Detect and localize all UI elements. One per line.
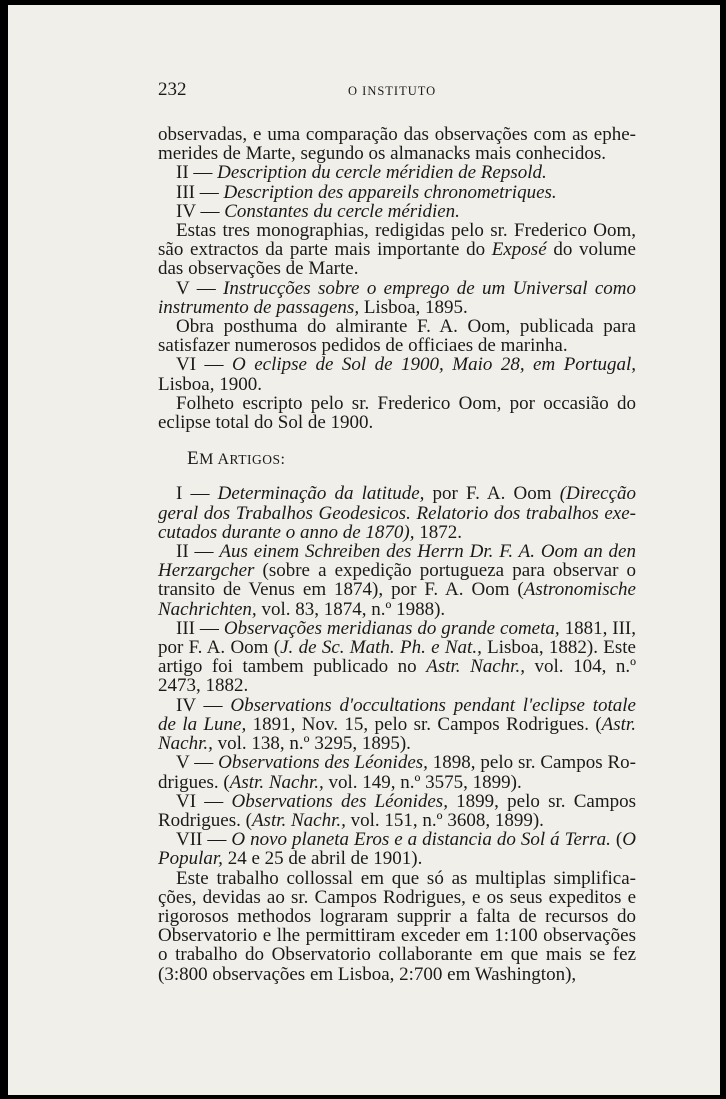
monograph-item xyxy=(158,202,636,221)
text-run: Lisboa, 1882). Este artigo foi tambem publicado no xyxy=(158,637,636,678)
italic-text: Astr. Nachr., xyxy=(426,656,525,678)
item-number: III — xyxy=(176,617,224,639)
item-title: Determinação da latitude, xyxy=(217,483,425,505)
text-run: Estas tres monographias, redigidas pelo sr. Frederico Oom, são extractos da parte mais importante do xyxy=(158,220,636,261)
item-number: II — xyxy=(176,541,220,563)
text-run: 1872. xyxy=(414,521,462,543)
italic-text: Astronomische Nachrichten, xyxy=(158,579,636,620)
item-title: Instrucções sobre o emprego de um Universal como instrumento de passagens, xyxy=(158,277,636,318)
book-page xyxy=(8,5,720,1095)
item-number: V — xyxy=(176,752,219,774)
item-title: Observations des Léonides, xyxy=(218,752,428,774)
paragraph: observadas, e uma comparação das observações com as ephemerides de Marte, segundo os almanacks mais conhecidos. xyxy=(158,124,636,165)
italic-text: Astr. Nachr., xyxy=(158,713,636,755)
italic-text: O Popular, xyxy=(158,829,636,870)
text-run: vol. 138, n.º 3295, 1895). xyxy=(212,733,411,755)
italic-text: (Direcção geral dos Trabalhos Geodesicos. Relatorio dos trabalhos executados durante o anno de 1870), xyxy=(158,483,637,543)
item-title: O eclipse de Sol de 1900, Maio 28, em Portugal, xyxy=(232,354,636,376)
article-item xyxy=(158,792,636,830)
item-number: III — xyxy=(176,181,224,203)
running-title: O INSTITUTO xyxy=(348,84,437,98)
text-run: vol. 151, n.º 3608, 1899). xyxy=(345,809,544,831)
text-run: Lisboa, 1900. xyxy=(158,373,262,395)
monograph-item xyxy=(158,279,636,317)
text-run: 1899, pelo sr. Campos Rodrigues. ( xyxy=(158,790,636,831)
italic-text: Astr. Nachr., xyxy=(229,771,324,793)
page-header xyxy=(158,79,638,103)
italic-text: J. de Sc. Math. Ph. e Nat., xyxy=(280,637,482,659)
item-title: Constantes du cercle méridien. xyxy=(224,200,460,222)
article-item xyxy=(158,696,636,754)
text-run: 1898, pelo sr. Campos Rodrigues. ( xyxy=(158,752,636,793)
text-run: por F. A. Oom xyxy=(424,483,560,505)
text-run: vol. 83, 1874, n.º 1988). xyxy=(256,598,446,620)
item-title: Observations d'occultations pendant l'eclipse totale de la Lune, xyxy=(158,694,636,735)
paragraph: Este trabalho collossal em que só as multiplas simplificações, devidas ao sr. Campos Rodrigues, e os seus expeditos e rigorosos methodos lograram supprir a falta de recursos do Observatorio e lhe permittiram exceder em 1:100 observações o trabalho do Observatorio collaborante em que mais se fez (3:800 observações em Lisboa, 2:700 em Washington), xyxy=(158,867,636,985)
text-run: 1881, III, por F. A. Oom ( xyxy=(158,617,636,659)
text-run: vol. 149, n.º 3575, 1899). xyxy=(323,771,522,793)
section-heading xyxy=(158,449,636,469)
article-item xyxy=(158,830,636,868)
item-number: IV — xyxy=(176,694,231,716)
page-number: 232 xyxy=(158,79,187,100)
text-run: 24 e 25 de abril de 1901). xyxy=(222,848,423,870)
item-number: II — xyxy=(176,162,218,184)
item-number: VII — xyxy=(176,829,232,851)
item-number: IV — xyxy=(176,200,225,222)
paragraph xyxy=(158,221,636,279)
item-number: V — xyxy=(176,277,224,299)
heading-text: A xyxy=(217,451,230,469)
text-run: (sobre a expedição portugueza para observar o transito de Venus em 1874), por F. A. Oom ( xyxy=(158,560,636,601)
article-item xyxy=(158,619,636,696)
item-title: O novo planeta Eros e a distancia do Sol á Terra. xyxy=(231,829,611,851)
text-run: ( xyxy=(610,829,623,851)
paragraph: Obra posthuma do almirante F. A. Oom, publicada para satisfazer numerosos pedidos de officiaes de marinha. xyxy=(158,316,636,357)
monograph-item xyxy=(158,163,636,182)
article-item xyxy=(158,753,636,791)
text-run: Lisboa, 1895. xyxy=(359,296,468,318)
item-title: Description du cercle méridien de Repsold. xyxy=(217,162,547,184)
paragraph: Folheto escripto pelo sr. Frederico Oom, por occasião do eclipse total do Sol de 1900. xyxy=(158,392,636,434)
heading-text: RTIGOS xyxy=(229,452,281,468)
italic-text: Exposé xyxy=(491,239,547,261)
article-item xyxy=(158,484,636,542)
item-title: Description des appareils chronometriques. xyxy=(223,181,557,203)
body-text xyxy=(158,125,636,984)
item-title: Observations des Léonides, xyxy=(231,790,448,812)
text-run: vol. 104, n.º 2473, 1882. xyxy=(158,656,636,697)
text-run: 1891, Nov. 15, pelo sr. Campos Rodrigues. ( xyxy=(246,713,602,735)
article-item xyxy=(158,542,636,619)
heading-text: : xyxy=(280,451,286,469)
item-number: VI — xyxy=(176,790,232,812)
monograph-item xyxy=(158,355,636,393)
item-number: VI — xyxy=(176,354,233,376)
heading-text: E xyxy=(187,448,200,470)
item-number: I — xyxy=(176,483,218,505)
italic-text: Astr. Nachr., xyxy=(251,809,346,831)
item-title: Observações meridianas do grande cometa, xyxy=(223,617,560,639)
item-title: Aus einem Schreiben des Herrn Dr. F. A. Oom an den Herzargcher xyxy=(158,541,636,582)
text-run: do volume das observações de Marte. xyxy=(158,239,636,280)
heading-text: M xyxy=(199,451,214,469)
monograph-item xyxy=(158,183,636,202)
